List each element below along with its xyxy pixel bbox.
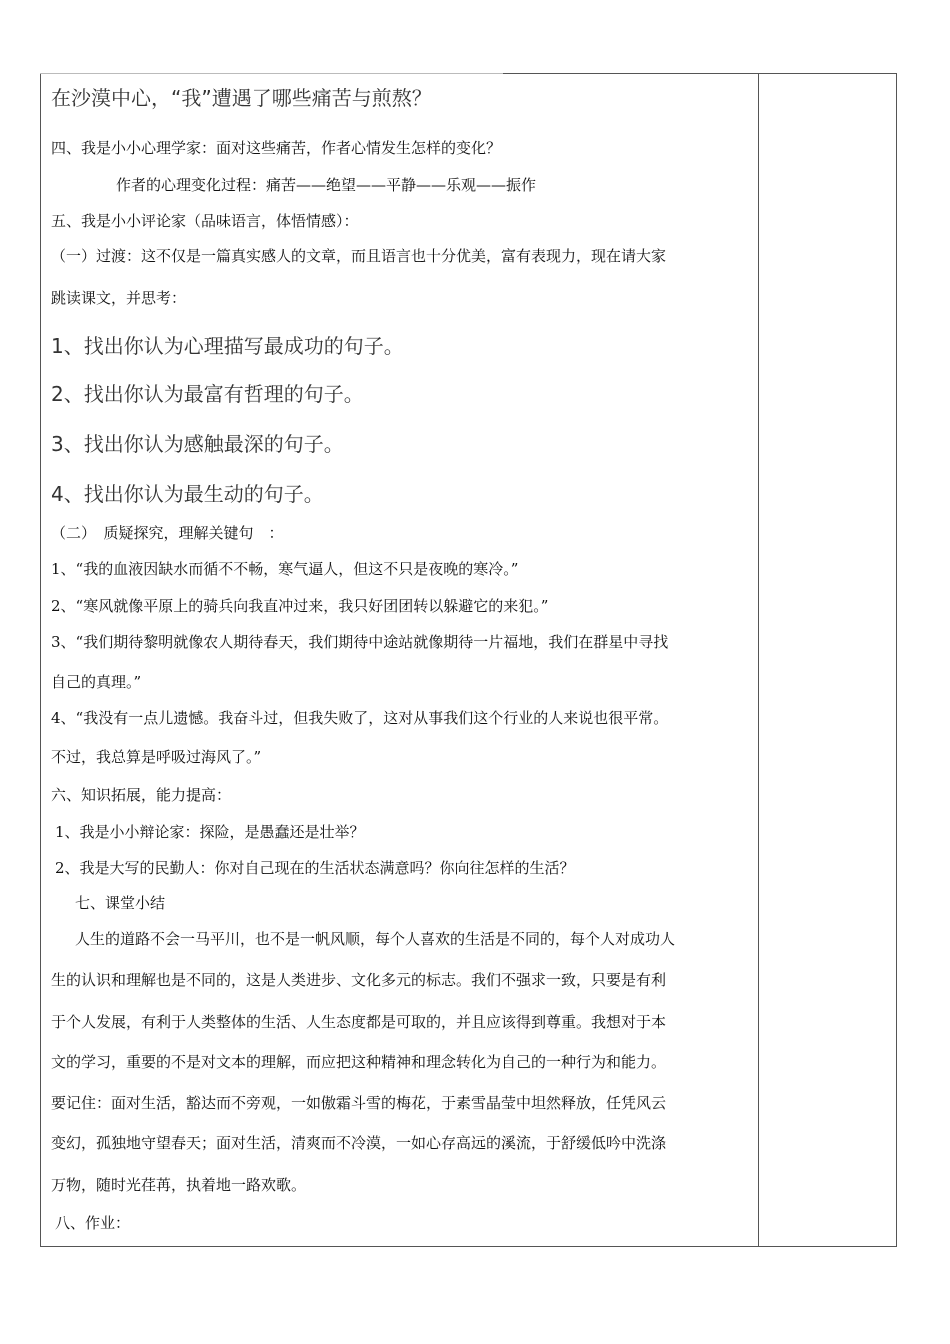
summary-line-1: 人生的道路不会一马平川，也不是一帆风顺，每个人喜欢的生活是不同的，每个人对成功人: [75, 930, 676, 948]
section-6: 六、知识拓展，能力提高：: [51, 786, 232, 804]
section-5-2: （二） 质疑探究，理解关键句 ：: [51, 524, 284, 542]
key-sentence-4b: 不过，我总算是呼吸过海风了。”: [51, 748, 262, 766]
section-5-1a: （一）过渡：这不仅是一篇真实感人的文章，而且语言也十分优美，富有表现力，现在请大家: [51, 247, 667, 265]
section-6-1: 1、我是小小辩论家：探险，是愚蠢还是壮举？: [55, 823, 365, 841]
summary-line-4: 文的学习，重要的不是对文本的理解，而应把这种精神和理念转化为自己的一种行为和能力。: [51, 1053, 667, 1071]
question-3: 3、找出你认为感触最深的句子。: [51, 432, 344, 456]
key-sentence-4a: 4、“我没有一点儿遗憾。我奋斗过，但我失败了，这对从事我们这个行业的人来说也很平常。: [51, 709, 669, 727]
section-4-detail: 作者的心理变化过程：痛苦——绝望——平静——乐观——振作: [116, 176, 537, 194]
summary-line-3: 于个人发展，有利于人类整体的生活、人生态度都是可取的，并且应该得到尊重。我想对于本: [51, 1013, 667, 1031]
question-1: 1、找出你认为心理描写最成功的句子。: [51, 334, 404, 358]
question-4: 4、找出你认为最生动的句子。: [51, 482, 324, 506]
key-sentence-3a: 3、“我们期待黎明就像农人期待春天，我们期待中途站就像期待一片福地，我们在群星中寻找: [51, 633, 669, 651]
column-divider: [758, 73, 759, 1247]
section-5-1b: 跳读课文，并思考：: [51, 289, 187, 307]
section-8: 八、作业：: [55, 1214, 131, 1232]
heading-image-text: 在沙漠中心，“我”遭遇了哪些痛苦与煎熬？: [51, 86, 432, 110]
section-6-2: 2、我是大写的民勤人：你对自己现在的生活状态满意吗？你向往怎样的生活？: [55, 859, 575, 877]
key-sentence-1: 1、“我的血液因缺水而循不不畅，寒气逼人，但这不只是夜晚的寒冷。”: [51, 560, 519, 578]
heading-image-border: [40, 73, 503, 74]
section-5: 五、我是小小评论家（品味语言，体悟情感）：: [51, 212, 359, 230]
question-2: 2、找出你认为最富有哲理的句子。: [51, 382, 364, 406]
summary-line-6: 变幻，孤独地守望春天；面对生活，清爽而不冷漠，一如心存高远的溪流，于舒缓低吟中洗涤: [51, 1134, 667, 1152]
section-4: 四、我是小小心理学家：面对这些痛苦，作者心情发生怎样的变化？: [51, 139, 502, 157]
summary-line-7: 万物，随时光荏苒，执着地一路欢歌。: [51, 1176, 307, 1194]
summary-line-2: 生的认识和理解也是不同的，这是人类进步、文化多元的标志。我们不强求一致，只要是有利: [51, 971, 667, 989]
summary-line-5: 要记住：面对生活，豁达而不旁观，一如傲霜斗雪的梅花，于素雪晶莹中坦然释放，任凭风云: [51, 1094, 667, 1112]
section-7: 七、课堂小结: [75, 894, 166, 912]
key-sentence-2: 2、“寒风就像平原上的骑兵向我直冲过来，我只好团团转以躲避它的来犯。”: [51, 597, 549, 615]
key-sentence-3b: 自己的真理。”: [51, 673, 142, 691]
